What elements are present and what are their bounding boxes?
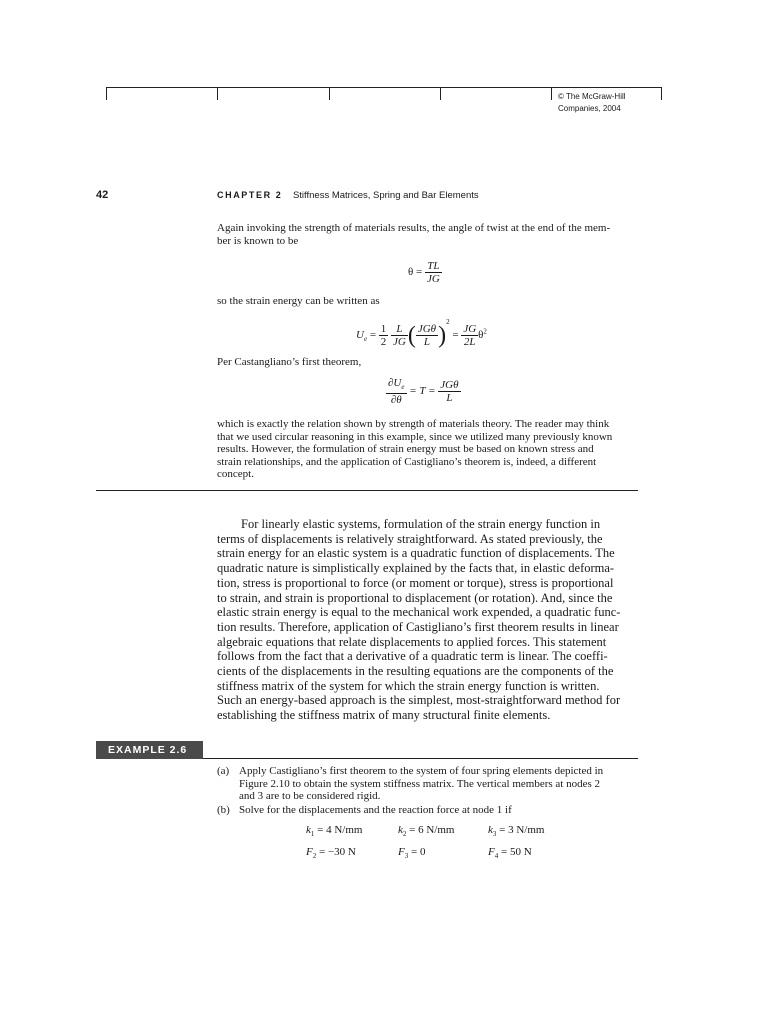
text-line: Figure 2.10 to obtain the system stiffness matrix. The vertical members at nodes 2 — [239, 777, 600, 790]
copyright-line: © The McGraw-Hill — [558, 92, 626, 101]
text-line: Solve for the displacements and the reaction force at node 1 if — [239, 804, 512, 816]
body-paragraph — [217, 517, 638, 723]
denominator: L — [423, 335, 431, 348]
text-line: tion results. Therefore, application of Castigliano’s first theorem results in linear — [217, 619, 619, 634]
text-line: terms of displacements is relatively straightforward. As stated previously, the — [217, 531, 603, 546]
text-line: Again invoking the strength of materials results, the angle of twist at the end of the mem- — [217, 222, 611, 234]
numerator-text: ∂U — [388, 377, 402, 389]
value: = 6 N/mm — [409, 824, 455, 836]
text-line: and 3 are to be considered rigid. — [239, 790, 381, 802]
left-paren: ( — [407, 322, 416, 349]
fraction — [379, 323, 389, 348]
symbol: k — [306, 824, 311, 836]
exponent: 2 — [446, 318, 450, 326]
example-rule — [203, 758, 638, 759]
fraction — [391, 323, 408, 348]
exponent: 2 — [483, 327, 487, 336]
text-line: to strain, and strain is proportional to displacement (or rotation). And, since the — [217, 590, 613, 605]
text-line: For linearly elastic systems, formulation of the strain energy function in — [241, 517, 601, 531]
item-label: (a) — [217, 765, 230, 777]
subscript: 2 — [402, 830, 407, 839]
header-tick — [661, 87, 662, 100]
symbol: k — [488, 824, 493, 836]
denominator: 2 — [380, 335, 387, 348]
conclusion-text — [217, 418, 638, 481]
right-paren: ) — [438, 322, 447, 349]
subscript: 3 — [492, 830, 497, 839]
symbol: F — [488, 846, 495, 858]
header-tick — [217, 87, 218, 100]
copyright-line: Companies, 2004 — [558, 104, 621, 113]
text-line: quadratic nature is simplistically explained by the facts that, in elastic deforma- — [217, 561, 615, 576]
equals: = — [452, 329, 459, 341]
eq-lhs: U — [356, 329, 364, 341]
fraction — [461, 323, 478, 348]
text-line: strain relationships, and the application of Castigliano’s theorem is, indeed, a different — [217, 455, 597, 468]
numerator: JGθ — [417, 322, 437, 335]
text-line: cients of the displacements in the resulting equations are the components of the — [217, 664, 614, 679]
copyright-notice — [558, 91, 626, 115]
example-label: EXAMPLE 2.6 — [96, 741, 203, 759]
eq-middle: = T = — [409, 385, 436, 398]
text-line: establishing the stiffness matrix of many structural finite elements. — [217, 708, 551, 723]
text-line: strain energy for an elastic system is a quadratic function of displacements. The — [217, 546, 615, 561]
item-label: (b) — [217, 804, 230, 816]
chapter-heading — [217, 190, 479, 201]
text-line: ber is known to be — [217, 234, 299, 247]
text-line: Apply Castigliano’s first theorem to the system of four spring elements depicted in — [239, 765, 604, 777]
given-k2 — [398, 824, 454, 838]
denominator: JG — [426, 273, 440, 285]
chapter-label: CHAPTER 2 — [217, 190, 283, 200]
value: = 3 N/mm — [499, 824, 545, 836]
given-F3 — [398, 846, 425, 860]
numerator: L — [391, 323, 408, 336]
symbol: k — [398, 824, 403, 836]
strain-energy-text: so the strain energy can be written as — [217, 295, 380, 307]
symbol: F — [398, 846, 405, 858]
header-tick — [440, 87, 441, 100]
subscript: 1 — [310, 830, 315, 839]
text-line: Such an energy-based approach is the simplest, most-straightforward method for — [217, 693, 621, 708]
numerator — [386, 377, 407, 394]
given-k1 — [306, 824, 362, 838]
subscript: 4 — [494, 852, 499, 861]
numerator: 1 — [380, 322, 387, 335]
item-text — [239, 804, 637, 817]
text-line: follows from the fact that a derivative of a quadratic term is linear. The coeffi- — [217, 649, 608, 664]
text-line: tion, stress is proportional to force (or moment or torque), stress is proportional — [217, 575, 614, 590]
equals: = — [369, 329, 377, 341]
given-k3 — [488, 824, 544, 838]
example-item-a — [217, 765, 637, 803]
text-line: results. However, the formulation of strain energy must be based on known stress and — [217, 443, 594, 455]
text-line: algebraic equations that relate displacements to applied forces. This statement — [217, 634, 607, 649]
symbol: F — [306, 846, 313, 858]
value: = 0 — [410, 846, 426, 858]
equation-strain-energy — [356, 318, 487, 348]
text-line: concept. — [217, 468, 254, 480]
header-tick — [551, 87, 552, 100]
subscript: e — [401, 383, 405, 392]
header-tick — [106, 87, 107, 100]
header-tick — [329, 87, 330, 100]
subscript: 2 — [312, 852, 317, 861]
denominator: JG — [393, 335, 406, 348]
text-line: which is exactly the relation shown by strength of materials theory. The reader may think — [217, 418, 610, 430]
intro-text — [217, 222, 638, 247]
given-F4 — [488, 846, 532, 860]
fraction — [416, 323, 438, 348]
subscript: e — [363, 335, 368, 344]
equation-angle-of-twist — [408, 260, 442, 285]
castigliano-text: Per Castangliano’s first theorem, — [217, 356, 362, 368]
subscript: 3 — [404, 852, 409, 861]
denominator: L — [446, 392, 453, 405]
denominator: 2L — [463, 335, 476, 348]
numerator: JG — [463, 322, 477, 335]
section-divider — [96, 490, 638, 491]
fraction — [386, 377, 407, 406]
value: = −30 N — [318, 846, 356, 858]
theta: θ — [478, 329, 484, 341]
text-line: stiffness matrix of the system for which the strain energy function is written. — [217, 678, 600, 693]
denominator: ∂θ — [390, 394, 402, 407]
item-text — [239, 765, 637, 803]
header-rule — [106, 87, 662, 88]
example-item-b — [217, 804, 637, 817]
numerator: TL — [425, 260, 442, 273]
chapter-title: Stiffness Matrices, Spring and Bar Elements — [292, 190, 479, 201]
given-F2 — [306, 846, 356, 860]
text-line: that we used circular reasoning in this example, since we utilized many previously known — [217, 430, 613, 443]
numerator: JGθ — [440, 379, 459, 392]
fraction — [438, 379, 460, 404]
text-line: elastic strain energy is equal to the mechanical work expended, a quadratic func- — [217, 605, 621, 620]
value: = 4 N/mm — [317, 824, 363, 836]
page-number: 42 — [96, 189, 109, 201]
equation-torque — [386, 377, 461, 406]
value: = 50 N — [500, 846, 532, 858]
fraction — [425, 260, 442, 285]
eq-lhs: θ = — [408, 266, 423, 279]
